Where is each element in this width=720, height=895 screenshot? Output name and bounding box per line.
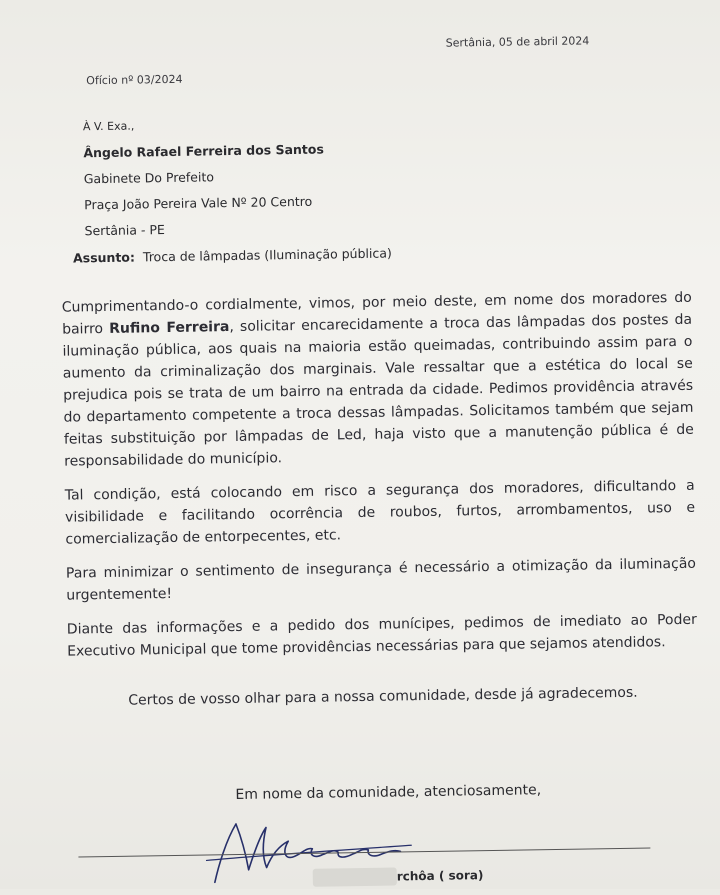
letter-reference: Ofício nº 03/2024: [86, 72, 183, 88]
subject-line: [73, 245, 392, 265]
letter-body: [62, 287, 699, 725]
paragraph-1: [62, 287, 695, 473]
recipient-name: Ângelo Rafael Ferreira dos Santos: [83, 141, 324, 161]
subject-label: Assunto:: [72, 249, 136, 266]
paragraph-3: Para minimizar o sentimento de insegurança é necessário a otimização da iluminação urgentemente!: [65, 555, 697, 604]
thanks-line: Certos de vosso olhar para a nossa comunidade, desde já agradecemos.: [128, 684, 638, 709]
signer-name: rchôa ( sora): [396, 868, 484, 884]
paragraph-2: Tal condição, está colocando em risco a segurança dos moradores, dificultando a visibilidade e facilitando ocorrência de roubos, furtos, arrombamentos, uso e comercialização de entorpecentes, etc.: [64, 477, 696, 548]
recipient-office: Gabinete Do Prefeito: [83, 169, 215, 187]
recipient-city: Sertânia - PE: [84, 222, 165, 239]
recipient-block: [83, 111, 326, 245]
paragraph-1-rest: , solicitar encarecidamente a troca das lâmpadas dos postes da iluminação pública, aos quais na maioria estão queimadas, contribuindo assim para o aumento da criminalização dos marginais. Vale ressaltar que a estética do local se prejudica pois se trata de um bairro na entrada da cidade. Pedimos providência através do departamento competente a troca dessas lâmpadas. Solicitamos também que sejam feitas substituição por lâmpadas de Led, haja visto que a manutenção pública é de responsabilidade do município.: [62, 311, 694, 470]
closing-line: Em nome da comunidade, atenciosamente,: [235, 782, 542, 803]
redacted-area: [313, 867, 397, 886]
neighborhood-name: Rufino Ferreira: [109, 319, 230, 337]
recipient-address: Praça João Pereira Vale Nº 20 Centro: [84, 193, 313, 213]
paragraph-4: Diante das informações e a pedido dos munícipes, pedimos de imediato ao Poder Executivo Municipal que tome providências necessárias para que sejamos atendidos.: [66, 611, 697, 660]
recipient-salutation: À V. Exa.,: [82, 119, 135, 134]
subject-text: Troca de lâmpadas (Iluminação pública): [142, 245, 392, 265]
letter-date: Sertânia, 05 de abril 2024: [445, 34, 590, 50]
paragraph-1-start: Cumprimentando-o cordialmente, vimos, por meio deste, em nome dos moradores do bairro: [61, 289, 692, 338]
